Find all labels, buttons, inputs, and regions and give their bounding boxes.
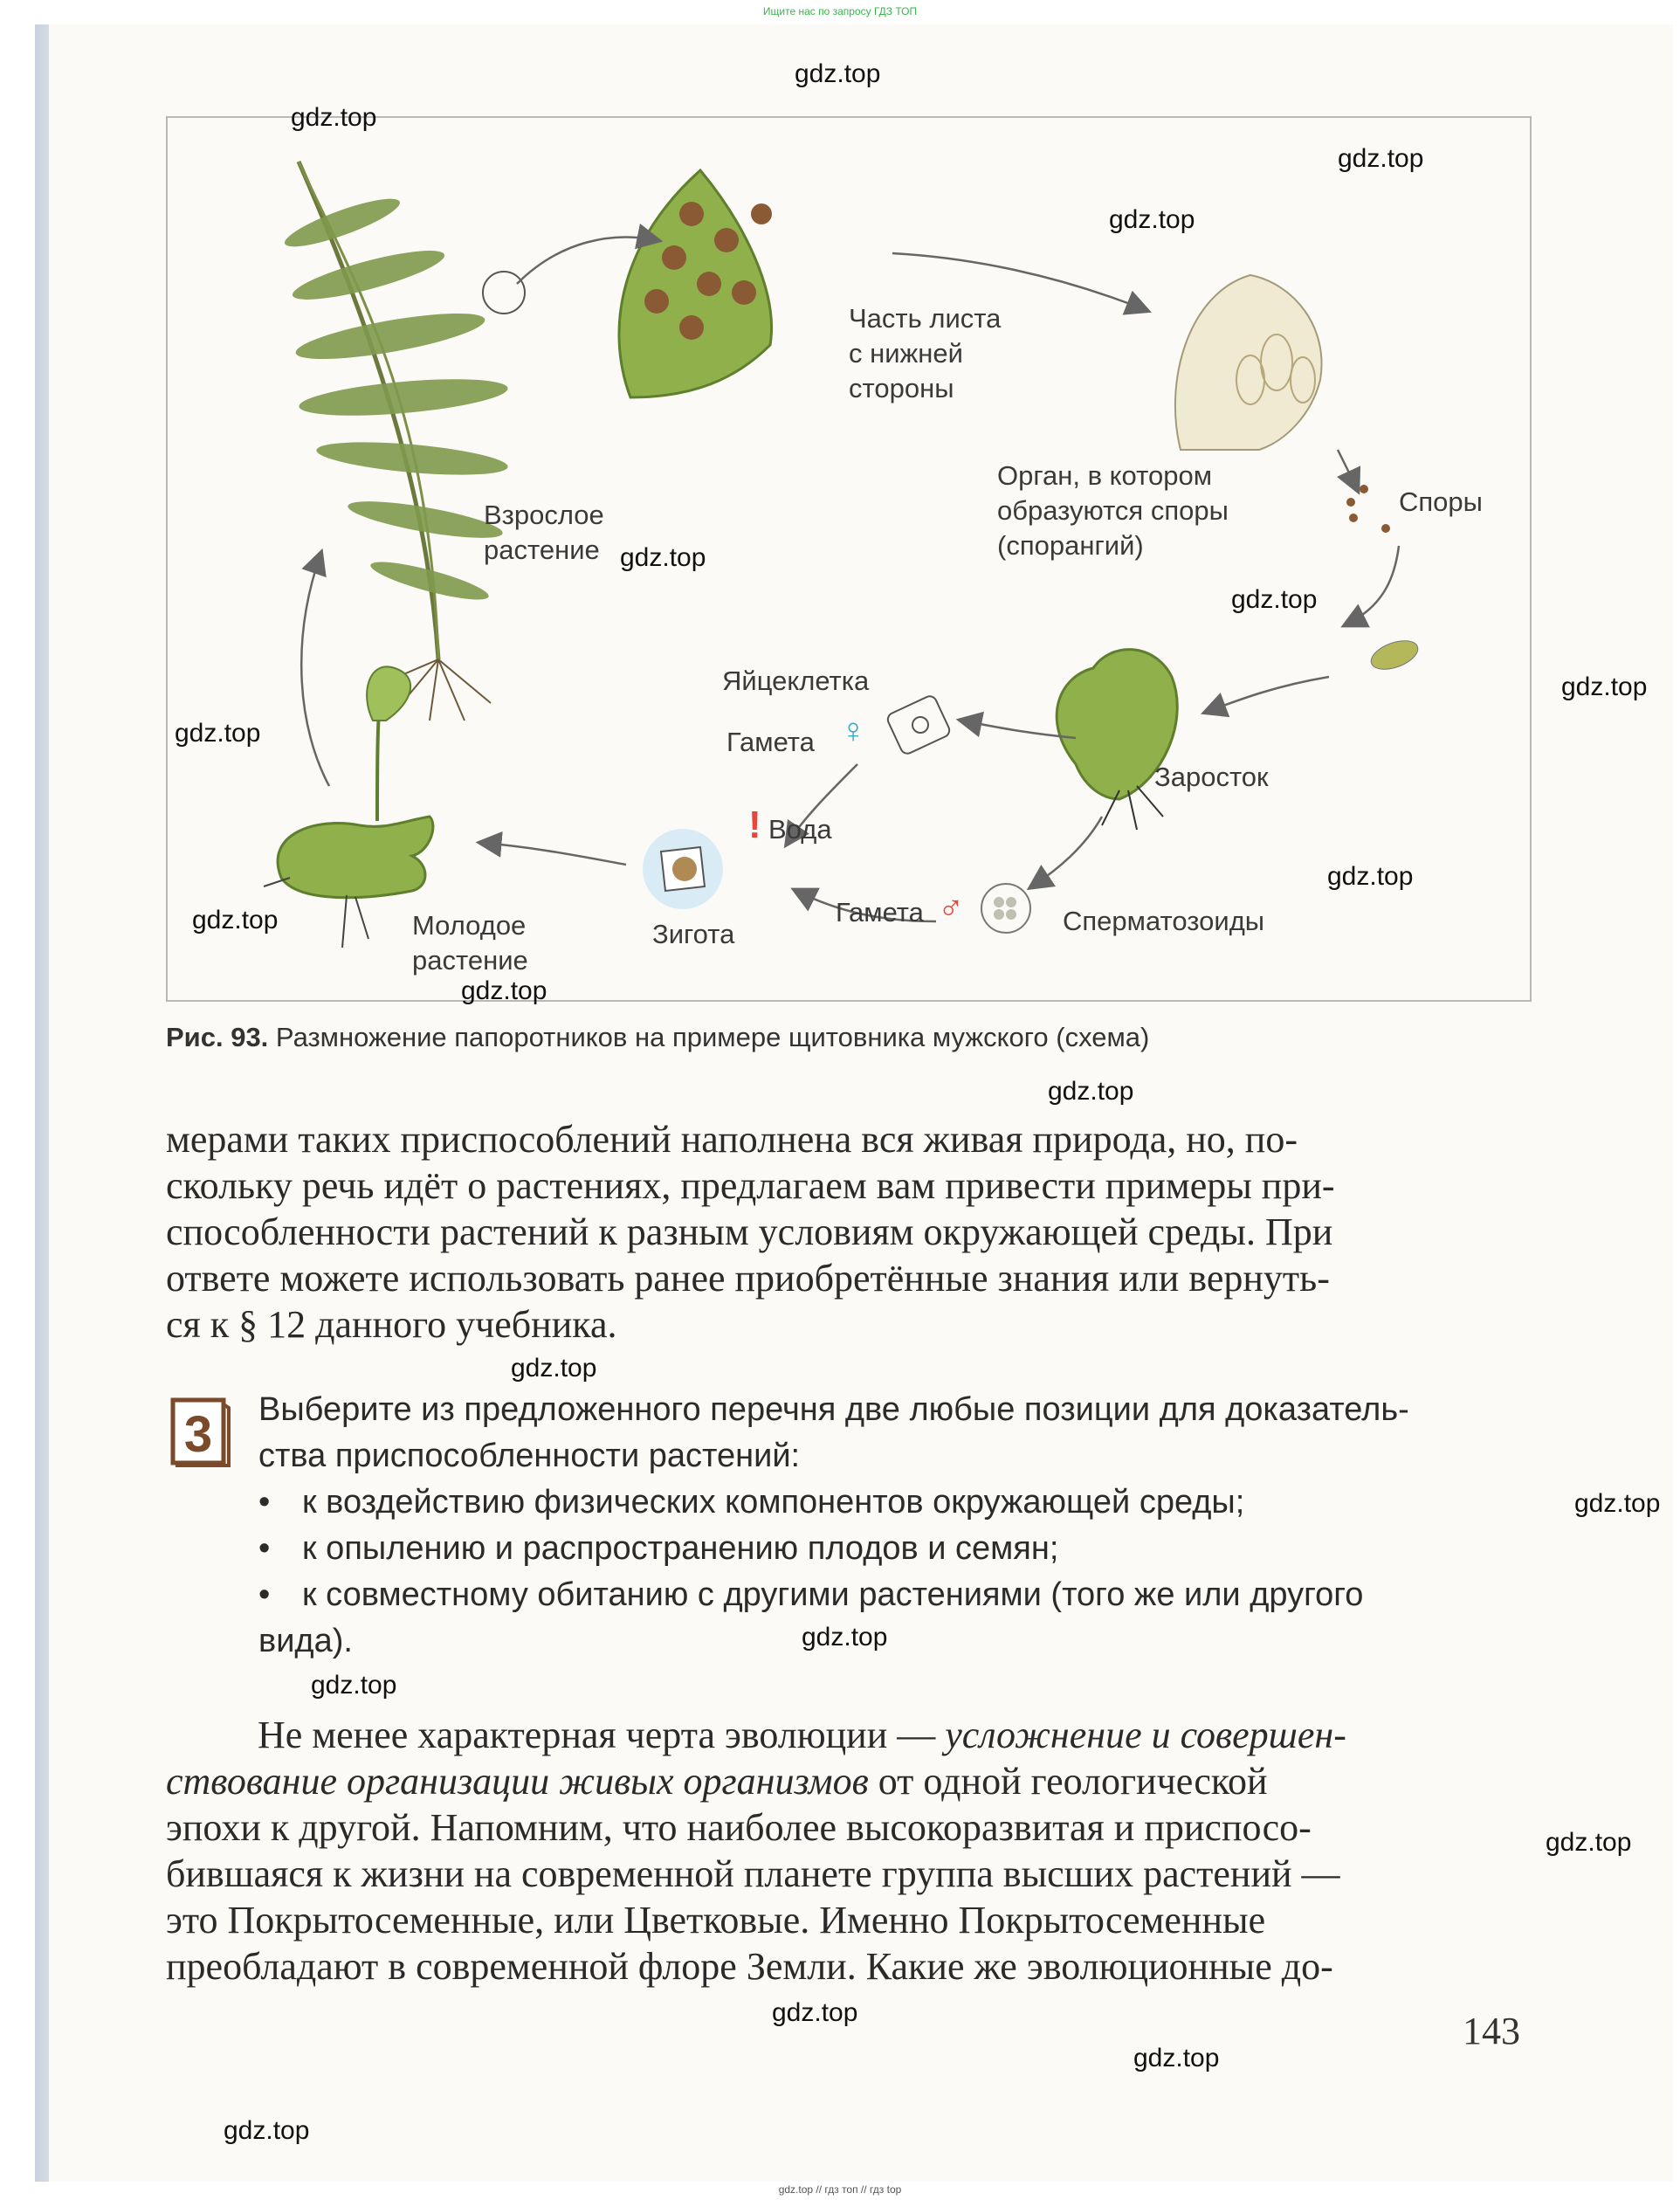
label-sporangium: Орган, в котором образуются споры (спорангий) [997,460,1229,561]
p2-line: эпохи к другой. Напомним, что наиболее высокоразвитая и приспосо- [166,1806,1312,1849]
watermark: gdz.top [1574,1489,1661,1518]
young-plant-drawing [264,666,433,948]
watermark: gdz.top [620,543,706,572]
watermark: gdz.top [1231,585,1318,614]
zygote-drawing [643,829,723,909]
task-bullet [258,1479,1529,1526]
page-number: 143 [1463,2010,1520,2052]
germinating-spore-drawing [1367,635,1422,674]
label-zygote: Зигота [652,919,735,949]
watermark: gdz.top [224,2116,310,2145]
watermark: gdz.top [511,1354,597,1383]
watermark: gdz.top [1133,2044,1220,2072]
p2-line: Не менее характерная черта эволюции — усложнение и совершен- [258,1714,1346,1756]
p1-line: ответе можете использовать ранее приобретённые знания или вернуть- [166,1257,1330,1300]
p1-line: способленности растений к разным условиям окружающей среды. При [166,1210,1333,1253]
watermark: gdz.top [802,1623,888,1652]
p2-line: бившаяся к жизни на современной планете группа высших растений — [166,1852,1340,1895]
watermark: gdz.top [291,103,377,132]
task-bullet [258,1572,1529,1618]
watermark: gdz.top [461,976,547,1005]
paragraph-1 [166,1116,1528,1348]
label-leaf-part: Часть листа с нижней стороны [849,303,1002,403]
bullet-mark: • [258,1484,271,1521]
label-prothallus: Заросток [1154,762,1269,792]
male-symbol: ♂ [938,889,964,928]
label-gamete-male: Гамета [836,897,924,928]
p1-line: ся к § 12 данного учебника. [166,1303,617,1346]
watermark: gdz.top [1338,144,1424,173]
bullet-text: к воздействию физических компонентов окружающей среды; [302,1484,1245,1521]
p2-line: ствование организации живых организмов от одной геологической [166,1760,1268,1803]
task-number: 3 [183,1406,213,1463]
label-spermatozoa: Сперматозоиды [1063,906,1265,936]
bullet-text: к совместному обитанию с другими растениями (того же или другого [302,1576,1364,1613]
watermark: gdz.top [1561,672,1648,701]
p2-line: это Покрытосеменные, или Цветковые. Именно Покрытосеменные [166,1899,1266,1941]
watermark: gdz.top [311,1671,397,1700]
label-young-plant: Молодое растение [412,910,528,976]
bullet-mark: • [258,1530,271,1567]
exclamation-icon: ! [748,803,761,846]
watermark: gdz.top [192,906,279,934]
watermark: gdz.top [175,719,261,748]
figure-caption [166,1022,1149,1053]
top-note: Ищите нас по запросу ГДЗ ТОП [762,5,918,17]
task-intro: Выберите из предложенного перечня две любые позиции для доказатель- [258,1391,1409,1428]
p2-line: преобладают в современной флоре Земли. Какие же эволюционные до- [166,1945,1333,1988]
spermatozoa-drawing [981,884,1030,933]
caption-text: Размножение папоротников на примере щитовника мужского (схема) [275,1022,1150,1052]
watermark: gdz.top [1048,1077,1134,1106]
adult-fern-drawing [280,162,525,721]
egg-cell-drawing [885,694,952,756]
label-egg-cell: Яйцеклетка [722,666,870,696]
watermark: gdz.top [1546,1828,1632,1857]
task-3 [258,1387,1529,1665]
bullet-mark: • [258,1576,271,1613]
caption-number: Рис. 93. [166,1022,269,1052]
label-gamete-female: Гамета [726,727,815,757]
label-adult-plant: Взрослое растение [484,500,604,565]
paragraph-2 [166,1712,1528,1990]
label-spores: Споры [1399,486,1483,517]
leaf-underside-drawing [619,170,772,397]
prothallus-drawing [1057,650,1177,830]
fern-cycle-illustration [168,118,1530,1000]
label-water: Вода [768,814,832,845]
task-bullet-tail: вида). [258,1623,353,1659]
watermark: gdz.top [772,1998,858,2027]
watermark: gdz.top [1327,862,1414,891]
p1-line: мерами таких приспособлений наполнена вся живая природа, но, по- [166,1118,1298,1161]
watermark: gdz.top [795,59,881,88]
watermark: gdz.top [1109,205,1195,234]
female-symbol: ♀ [840,712,866,750]
bullet-text: к опылению и распространению плодов и семян; [302,1530,1059,1567]
task-number-icon [170,1397,231,1467]
p1-line: скольку речь идёт о растениях, предлагаем вам привести примеры при- [166,1164,1335,1207]
task-bullet [258,1526,1529,1572]
bottom-note: gdz.top // гдз топ // гдз top [778,2183,902,2196]
task-intro: ства приспособленности растений: [258,1438,801,1474]
